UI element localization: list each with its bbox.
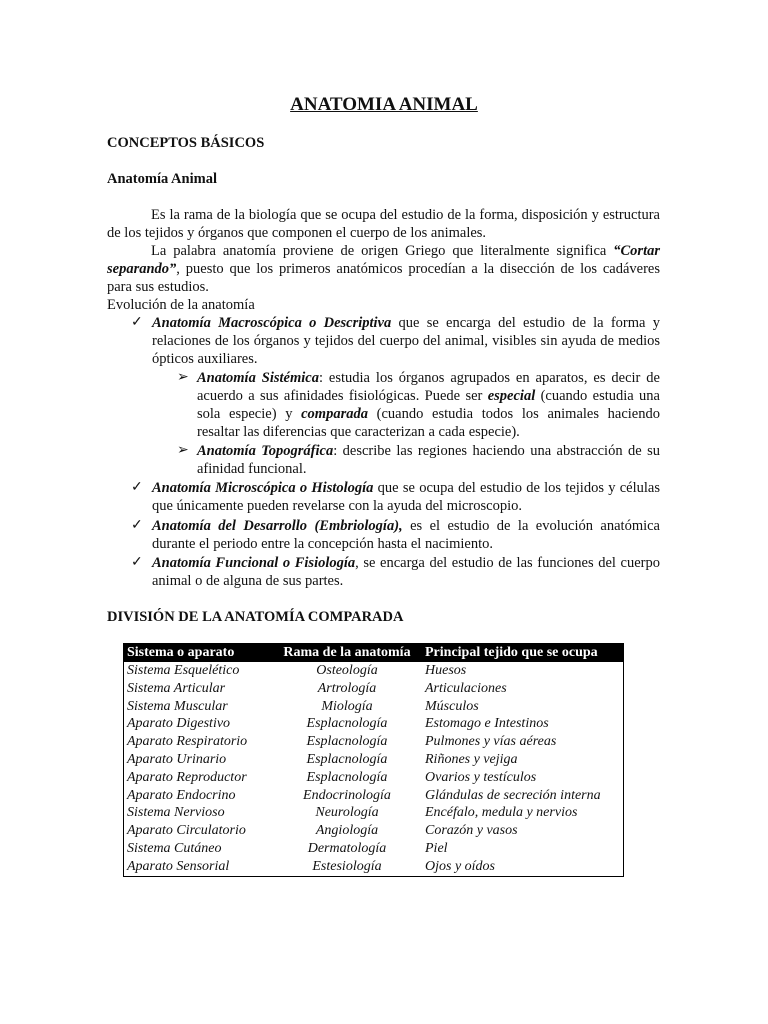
table-cell: Angiología: [315, 823, 379, 839]
subbullet-term: Anatomía Sistémica: [197, 370, 319, 386]
table-header-cell: Rama de la anatomía: [283, 645, 411, 660]
table-cell: Aparato Circulatorio: [127, 823, 246, 839]
table-cell: Endocrinología: [303, 787, 391, 803]
subbullet-text: (cuando estudia todos los animales haciendo resaltar las diferencias que caracterizan a cada especie).: [197, 406, 660, 440]
evolution-label: Evolución de la anatomía: [107, 297, 255, 313]
table-cell: Esplacnología: [306, 751, 388, 767]
table-row: [124, 698, 623, 716]
table-row: [124, 662, 623, 680]
checkmark-icon: ✓: [131, 315, 143, 330]
table-body: [124, 662, 623, 876]
table-row: [124, 751, 623, 769]
bullet-term: Anatomía Macroscópica o Descriptiva: [152, 315, 392, 331]
table-cell: Glándulas de secreción interna: [425, 787, 601, 803]
subbullet-emphasis: especial: [487, 388, 536, 404]
bullet-funcional: [152, 554, 660, 590]
subbullet-text: (cuando estudia una sola especie) y: [197, 388, 660, 422]
table-row: [124, 715, 623, 733]
table-cell: Huesos: [425, 663, 467, 678]
subbullet-emphasis: comparada: [301, 406, 368, 422]
table-header-cell: Principal tejido que se ocupa: [425, 645, 598, 660]
table-cell: Osteología: [316, 663, 378, 678]
table-cell: Esplacnología: [306, 734, 388, 750]
table-row: [124, 769, 623, 787]
bullet-macroscopica: [152, 314, 660, 368]
table-cell: Neurología: [315, 805, 379, 821]
table-row: [124, 787, 623, 805]
table-row: [124, 858, 623, 876]
bullet-desarrollo: [152, 517, 660, 553]
anatomy-table: [123, 643, 624, 877]
table-cell: Pulmones y vías aéreas: [425, 734, 557, 750]
bullet-term: Anatomía del Desarrollo (Embriología),: [152, 518, 403, 534]
table-cell: Articulaciones: [425, 680, 507, 696]
table-cell: Encéfalo, medula y nervios: [425, 805, 578, 821]
table-cell: Músculos: [425, 698, 479, 714]
bullet-microscopica: [152, 479, 660, 515]
table-row: [124, 680, 623, 698]
table-cell: Aparato Endocrino: [127, 787, 236, 803]
table-row: [124, 804, 623, 822]
etymology-text: La palabra anatomía proviene de origen Griego que literalmente significa: [151, 243, 614, 259]
subheading-anatomia-animal: Anatomía Animal: [107, 171, 217, 187]
document-title: ANATOMIA ANIMAL: [290, 94, 478, 115]
table-cell: Corazón y vasos: [425, 823, 518, 839]
table-cell: Aparato Sensorial: [127, 858, 230, 874]
table-cell: Sistema Muscular: [127, 698, 228, 714]
table-cell: Aparato Urinario: [127, 751, 227, 767]
table-cell: Sistema Nervioso: [127, 805, 225, 821]
checkmark-icon: ✓: [131, 480, 143, 495]
table-cell: Piel: [425, 840, 448, 856]
subbullet-sistemica: [197, 369, 660, 441]
subbullet-term: Anatomía Topográfica: [197, 443, 334, 459]
table-cell: Sistema Articular: [127, 680, 226, 696]
bullet-term: Anatomía Funcional o Fisiología: [152, 555, 356, 571]
table-cell: Ovarios y testículos: [425, 769, 537, 785]
table-cell: Esplacnología: [306, 769, 388, 785]
bullet-term: Anatomía Microscópica o Histología: [152, 480, 374, 496]
bullet-text: , se encarga del estudio de las funciones del cuerpo animal o de alguna de sus partes.: [152, 555, 660, 589]
table-cell: Sistema Esquelético: [127, 663, 240, 678]
table-cell: Riñones y vejiga: [425, 751, 518, 767]
bullet-text: que se encarga del estudio de la forma y relaciones de los órganos y tejidos del cuerpo del animal, visibles sin ayuda de medios ópticos auxiliares.: [152, 315, 660, 367]
table-header-row: [124, 644, 623, 662]
table-header-cell: Sistema o aparato: [127, 645, 235, 660]
checkmark-icon: ✓: [131, 518, 143, 533]
subbullet-text: : estudia los órganos agrupados en aparatos, es decir de acuerdo a sus afinidades fisiológicas. Puede ser: [197, 370, 660, 404]
table-row: [124, 733, 623, 751]
checkmark-icon: ✓: [131, 555, 143, 570]
table-cell: Ojos y oídos: [425, 858, 495, 874]
table-cell: Esplacnología: [306, 716, 388, 732]
table-row: [124, 822, 623, 840]
etymology-emphasis: “Cortar separando”: [107, 243, 660, 277]
section-heading-division: DIVISIÓN DE LA ANATOMÍA COMPARADA: [107, 609, 404, 625]
paragraph-etymology: [107, 242, 660, 296]
paragraph-definition: Es la rama de la biología que se ocupa del estudio de la forma, disposición y estructura de los tejidos y órganos que componen el cuerpo de los animales.: [107, 207, 660, 241]
bullet-text: que se ocupa del estudio de los tejidos y células que únicamente pueden revelarse con la ayuda del microscopio.: [152, 480, 660, 514]
table-row: [124, 840, 623, 858]
etymology-text-end: , puesto que los primeros anatómicos procedían a la disección de los cadáveres para sus estudios.: [107, 261, 660, 295]
table-cell: Aparato Reproductor: [127, 769, 247, 785]
table-cell: Estomago e Intestinos: [425, 716, 549, 732]
bullet-text: es el estudio de la evolución anatómica durante el periodo entre la concepción hasta el nacimiento.: [152, 518, 660, 552]
table-cell: Sistema Cutáneo: [127, 840, 222, 856]
table-cell: Aparato Respiratorio: [127, 734, 248, 750]
table-cell: Aparato Digestivo: [127, 716, 231, 732]
table-cell: Artrología: [317, 680, 377, 696]
section-heading-conceptos: CONCEPTOS BÁSICOS: [107, 135, 265, 151]
arrowhead-bullet-icon: ➢: [177, 370, 189, 385]
table-cell: Estesiología: [312, 858, 382, 874]
table-cell: Dermatología: [307, 840, 387, 856]
arrowhead-bullet-icon: ➢: [177, 443, 189, 458]
subbullet-text: : describe las regiones haciendo una abstracción de su afinidad funcional.: [197, 443, 660, 477]
subbullet-topografica: [197, 442, 660, 478]
table-cell: Miología: [321, 698, 373, 714]
